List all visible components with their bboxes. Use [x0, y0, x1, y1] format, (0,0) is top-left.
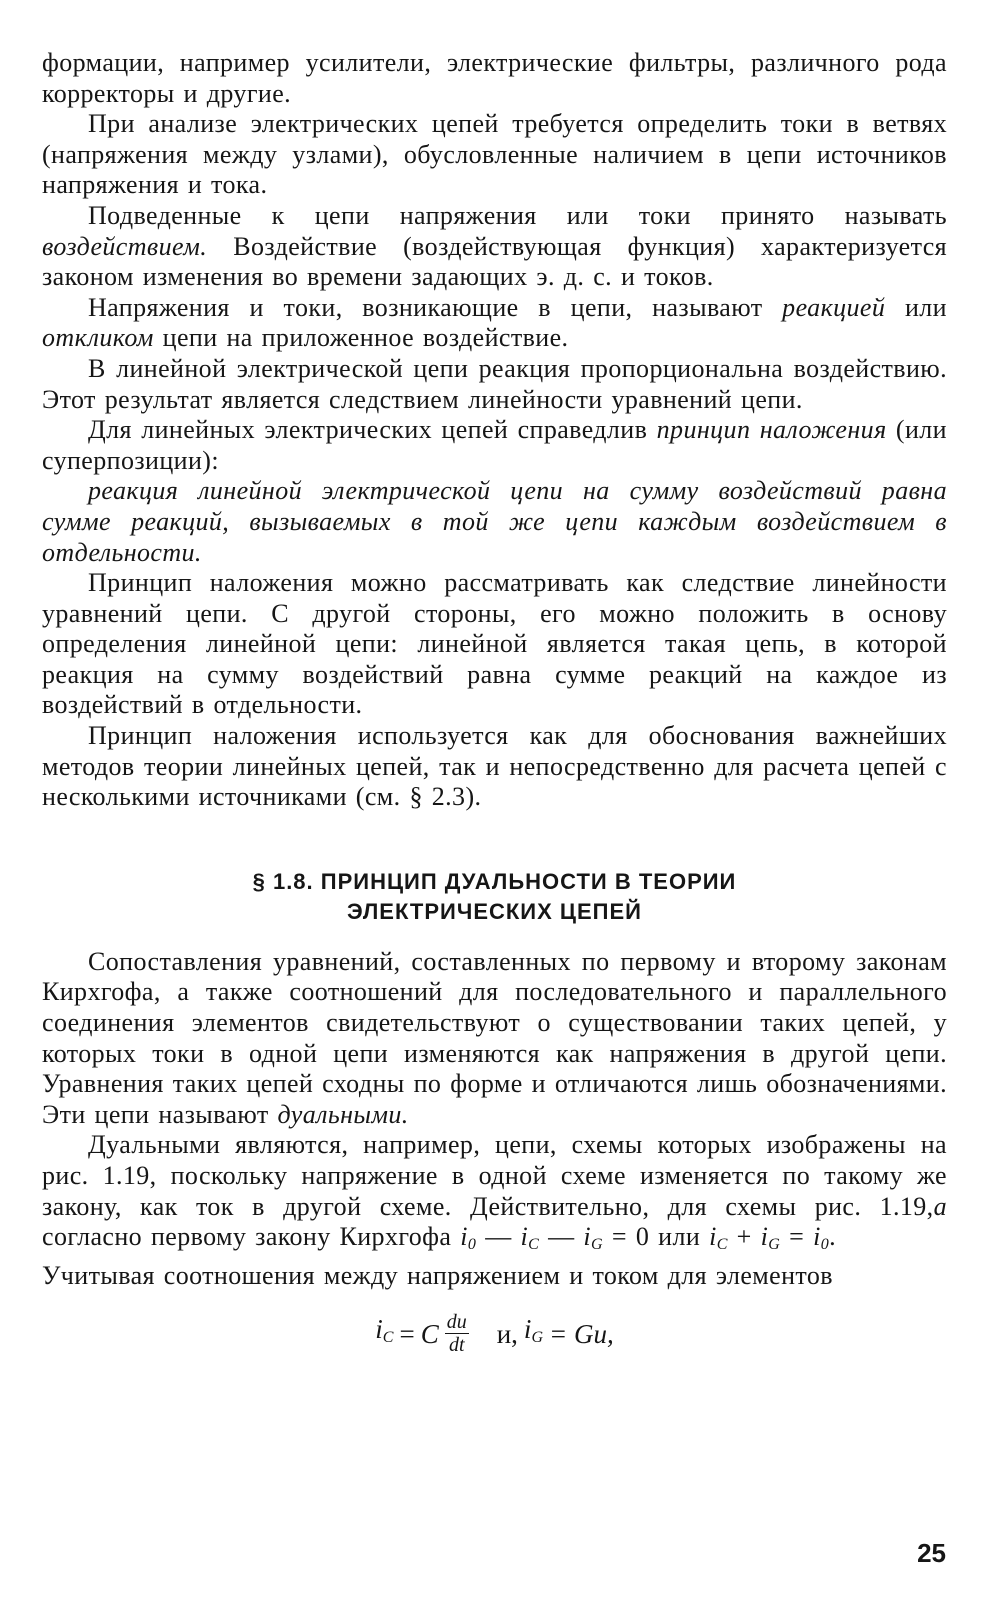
italic-term: реакцией: [782, 292, 886, 322]
period: .: [829, 1222, 837, 1252]
text-run: или: [885, 292, 947, 322]
current-subscript: G: [768, 1236, 781, 1254]
formula-equals: =: [399, 1318, 415, 1349]
italic-term: откликом: [42, 323, 154, 353]
current-subscript: 0: [820, 1236, 830, 1254]
text-block-before-heading: [42, 48, 947, 813]
paragraph: [42, 721, 947, 813]
text-run: цепи на приложенное воздействие.: [153, 323, 569, 353]
page-number: 25: [917, 1538, 946, 1568]
minus-sign: —: [539, 1222, 584, 1252]
paragraph: [42, 293, 947, 354]
current-letter: i: [709, 1222, 717, 1252]
paragraph: [42, 1130, 947, 1260]
section-heading: [42, 867, 947, 927]
elements-relations-paragraph: Учитывая соотношения между напряжением и током для элементов: [42, 1260, 833, 1290]
current-letter: i: [460, 1222, 468, 1252]
current-symbol: [460, 1222, 477, 1254]
display-formula: [42, 1309, 947, 1358]
minus-sign: —: [476, 1222, 521, 1252]
formula-ohm: = Gu,: [549, 1318, 614, 1349]
italic-term: принцип наложения: [656, 415, 887, 445]
formula-and: и,: [496, 1318, 518, 1349]
text-run: (или суперпозиции):: [42, 415, 947, 475]
text-run: Сопоставления уравнений, составленных по первому и второму законам Кирхгофа, а также соотношений для последовательного и параллельного соединения элементов свидетельствуют о существовании таких цепей, у которых токи в одной цепи изменяются как напряжения в другой цепи. Уравнения таких цепей сходны по форме и отличаются лишь обозначениями. Эти цепи называют: [42, 946, 947, 1129]
or-word: или: [658, 1222, 710, 1252]
section-heading-line-1: § 1.8. ПРИНЦИП ДУАЛЬНОСТИ В ТЕОРИИ: [252, 868, 737, 894]
section-heading-line-2: ЭЛЕКТРИЧЕСКИХ ЦЕПЕЙ: [347, 898, 642, 924]
paragraph: [42, 109, 947, 201]
formula-derivative-numerator: du: [446, 1311, 467, 1334]
current-subscript: C: [716, 1236, 728, 1254]
text-run: формации, например усилители, электрические фильтры, различного рода корректоры и другие.: [42, 48, 947, 108]
current-letter: i: [520, 1222, 529, 1252]
current-subscript: C: [528, 1236, 540, 1254]
formula-ig: $i_G$: [523, 1314, 543, 1347]
text-run: Дуальными являются, например, цепи, схемы которых изображены на рис. 1.19, поскольку напряжение в одной схеме изменяется по такому же закону, как ток в другой схеме. Действительно, для схемы рис. 1.19,: [42, 1130, 947, 1221]
text-run: Принцип наложения используется как для обоснования важнейших методов теории линейных цепей, так и непосредственно для расчета цепей с несколькими источниками (см. § 2.3).: [42, 721, 947, 812]
current-symbol: [583, 1222, 603, 1254]
text-run: В линейной электрической цепи реакция пропорциональна воздействию. Этот результат является следствием линейности уравнений цепи.: [42, 353, 947, 414]
text-run: Воздействие (воздействующая функция) характеризуется законом изменения во времени задающих э. д. с. и токов.: [42, 231, 947, 292]
current-symbol: [813, 1222, 830, 1254]
current-symbol: [760, 1222, 781, 1254]
italic-term: дуальными.: [277, 1099, 409, 1129]
paragraph: [42, 476, 947, 568]
formula-capacitance: C: [420, 1318, 439, 1349]
current-subscript: 0: [467, 1236, 477, 1254]
text-run: согласно первому закону Кирхгофа: [42, 1222, 461, 1252]
text-run: Подведенные к цепи напряжения или токи принято называть: [88, 200, 947, 230]
formula-ic: $i_C$: [375, 1314, 394, 1347]
equals-sign: =: [780, 1222, 814, 1252]
current-letter: i: [583, 1222, 592, 1252]
text-block-after-heading: [42, 947, 947, 1261]
text-run: При анализе электрических цепей требуется определить токи в ветвях (напряжения между узлами), обусловленные наличием в цепи источников напряжения и тока.: [42, 109, 947, 200]
text-run: Напряжения и токи, возникающие в цепи, называют: [88, 292, 783, 322]
paragraph: [42, 354, 947, 415]
paragraph: [42, 947, 947, 1131]
italic-term: воздействием.: [42, 231, 208, 261]
formula-derivative-denominator: dt: [448, 1334, 465, 1357]
current-letter: i: [813, 1222, 821, 1252]
current-symbol: [709, 1222, 728, 1254]
current-subscript: G: [591, 1236, 603, 1254]
kirchhoff-current-law-formula: [460, 1222, 837, 1254]
text-run: Для линейных электрических цепей справедлив: [88, 415, 657, 445]
formula-derivative: [445, 1311, 469, 1356]
current-symbol: [520, 1222, 540, 1254]
text-run: Принцип наложения можно рассматривать как следствие линейности уравнений цепи. С другой стороны, его можно положить в основу определения линейной цепи: линейной является такая цепь, в которой реакция на сумму воздействий равна сумме реакций на каждое из воздействий в отдельности.: [42, 568, 947, 720]
current-letter: i: [760, 1222, 769, 1252]
paragraph: [42, 201, 947, 293]
page-body: [42, 48, 947, 1358]
italic-term: реакция линейной электрической цепи на сумму воздействий равна сумме реакций, вызываемых в той же цепи каждым воздействием в отдельности.: [42, 476, 947, 567]
italic-term: a: [933, 1191, 947, 1221]
paragraph: [42, 568, 947, 721]
equals-zero: = 0: [603, 1222, 659, 1252]
paragraph: [42, 48, 947, 109]
plus-sign: +: [727, 1222, 761, 1252]
paragraph: [42, 415, 947, 476]
